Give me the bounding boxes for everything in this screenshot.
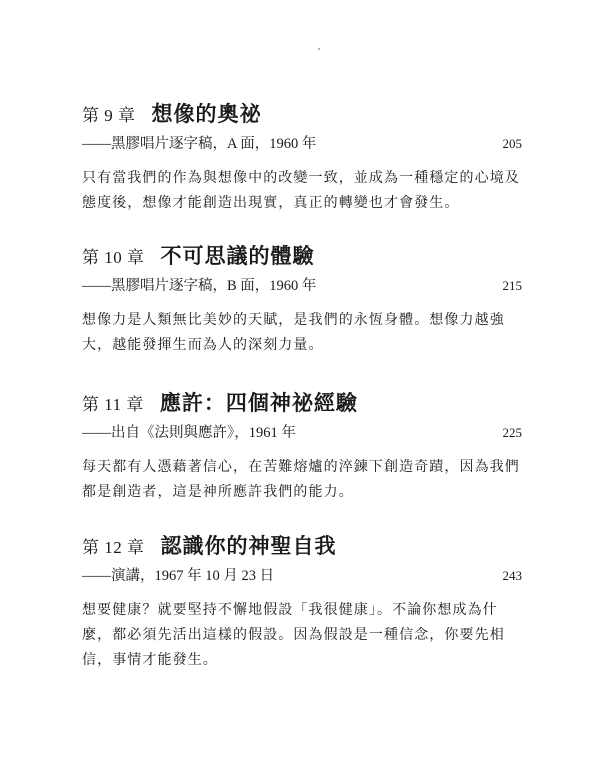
chapter-heading (82, 98, 522, 132)
chapter-description: 想像力是人類無比美妙的天賦，是我們的永恆身體。想像力越強大，越能發揮生而為人的深刻力量。 (82, 312, 505, 353)
chapter-entry-9 (82, 98, 522, 230)
chapter-heading (82, 387, 522, 421)
chapter-source: ——演講，1967 年 10 月 23 日 (82, 568, 275, 584)
chapter-description: 每天都有人憑藉著信心，在苦難熔爐的淬鍊下創造奇蹟，因為我們都是創造者，這是神所應許我們的能力。 (82, 459, 520, 500)
chapter-subtitle-row (82, 274, 522, 296)
chapter-entry-12 (82, 530, 522, 687)
chapter-source: ——黑膠唱片逐字稿，A 面，1960 年 (82, 136, 317, 152)
chapter-description: 只有當我們的作為與想像中的改變一致，並成為一種穩定的心境及態度後，想像才能創造出現實，真正的轉變也才會發生。 (82, 170, 520, 211)
chapter-number: 第 12 章 (82, 538, 145, 557)
chapter-heading (82, 240, 522, 274)
chapter-number: 第 10 章 (82, 248, 145, 267)
page-number: 205 (502, 136, 522, 151)
chapter-subtitle-row (82, 132, 522, 154)
chapter-title: 應許：四個神祕經驗 (159, 391, 358, 415)
paper-speck (318, 48, 320, 50)
chapter-subtitle-row (82, 564, 522, 586)
chapter-subtitle-row (82, 421, 522, 443)
chapter-description: 想要健康？就要堅持不懈地假設「我很健康」。不論你想成為什麼，都必須先活出這樣的假設。因為假設是一種信念，你要先相信，事情才能發生。 (82, 602, 505, 668)
chapter-title: 認識你的神聖自我 (160, 534, 337, 558)
chapter-heading (82, 530, 522, 564)
chapter-source: ——出自《法則與應許》，1961 年 (82, 425, 296, 441)
page-number: 225 (502, 425, 522, 440)
page-number: 215 (502, 278, 522, 293)
chapter-entry-10 (82, 240, 522, 372)
chapter-number: 第 11 章 (82, 395, 144, 414)
chapter-title: 不可思議的體驗 (160, 244, 315, 268)
chapter-source: ——黑膠唱片逐字稿，B 面，1960 年 (82, 278, 317, 294)
page-number: 243 (502, 568, 522, 583)
chapter-title: 想像的奧祕 (151, 102, 262, 126)
chapter-number: 第 9 章 (82, 106, 136, 125)
chapter-entry-11 (82, 387, 522, 519)
